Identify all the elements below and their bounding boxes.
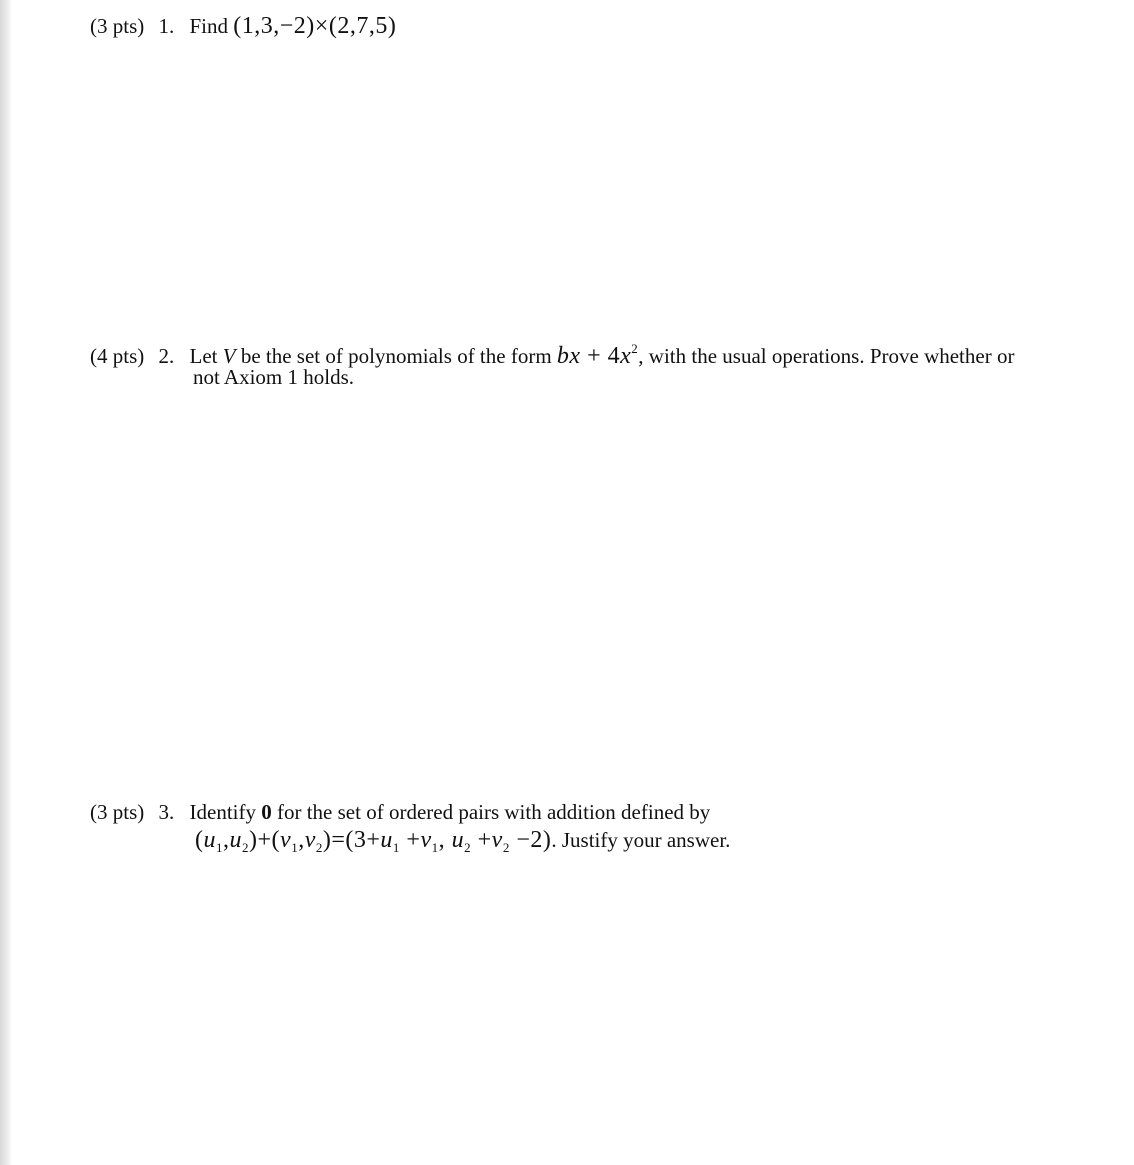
problem-1-text: Find <box>189 14 229 38</box>
problem-3-math-token: v <box>280 827 292 853</box>
problem-3-math-token: , <box>438 827 452 853</box>
problem-3-math-token: u <box>380 827 393 853</box>
problem-2-math-bx: bx <box>556 343 581 369</box>
problem-1-points: (3 pts) <box>90 14 145 38</box>
problem-3-addition-rule <box>195 827 551 853</box>
problem-3-math-token: + <box>399 827 421 853</box>
problem-3-math-token: 2 <box>315 840 323 855</box>
problem-3-number: 3. <box>158 800 175 824</box>
problem-2-polynomial <box>557 343 638 369</box>
problem-3-points: (3 pts) <box>90 800 145 824</box>
problem-3-text-a: Identify <box>189 800 256 824</box>
problem-3-math-token: −2) <box>509 827 552 853</box>
problem-2-var-v: V <box>222 344 236 368</box>
problem-3-math-token: u <box>451 827 465 853</box>
problem-3 <box>90 798 710 826</box>
problem-1-number: 1. <box>158 14 175 38</box>
problem-3-math-token: 1 <box>291 840 299 855</box>
problem-2-math-plus4: + 4 <box>580 343 621 369</box>
problem-2-text-b: be the set of polynomials of the form <box>240 344 552 368</box>
problem-3-math-token: u <box>229 827 242 853</box>
problem-3-line-2-text: . Justify your answer. <box>551 828 731 852</box>
problem-2-text-c: , with the usual operations. Prove whether or <box>638 344 1015 368</box>
problem-1 <box>90 12 396 40</box>
problem-3-math-token: u <box>203 827 216 853</box>
problem-3-math-token: v <box>491 827 503 853</box>
problem-2-line-2: not Axiom 1 holds. <box>193 365 355 389</box>
problem-3-math-token: + <box>471 827 492 853</box>
problem-1-expression: (1,3,−2)×(2,7,5) <box>233 13 397 39</box>
problem-3-math-token: v <box>304 827 316 853</box>
problem-3-math-token: 2 <box>502 840 510 855</box>
problem-2-number: 2. <box>158 344 175 368</box>
problem-3-math-token: 1 <box>431 840 439 855</box>
problem-2-points: (4 pts) <box>90 344 145 368</box>
problem-3-math-token: )+( <box>249 827 281 853</box>
problem-3-line-2 <box>195 826 730 862</box>
problem-2-math-exponent: 2 <box>631 341 639 356</box>
problem-3-math-token: ( <box>195 827 204 853</box>
problem-2-math-x: x <box>620 343 632 369</box>
problem-3-math-token: 1 <box>216 840 223 855</box>
problem-3-text-b: for the set of ordered pairs with addition defined by <box>276 800 711 824</box>
problem-3-math-token: , <box>298 827 305 853</box>
problem-3-math-token: 1 <box>392 840 400 855</box>
problem-3-math-token: 2 <box>242 840 249 855</box>
problem-3-math-token: 2 <box>464 840 472 855</box>
problem-3-math-token: )=(3+ <box>322 827 381 853</box>
problem-3-math-token: v <box>420 827 432 853</box>
problem-3-math-token: , <box>223 827 230 853</box>
problem-2-text-a: Let <box>189 344 218 368</box>
page-left-edge <box>0 0 12 1165</box>
problem-3-zero-vector: 0 <box>261 800 272 824</box>
